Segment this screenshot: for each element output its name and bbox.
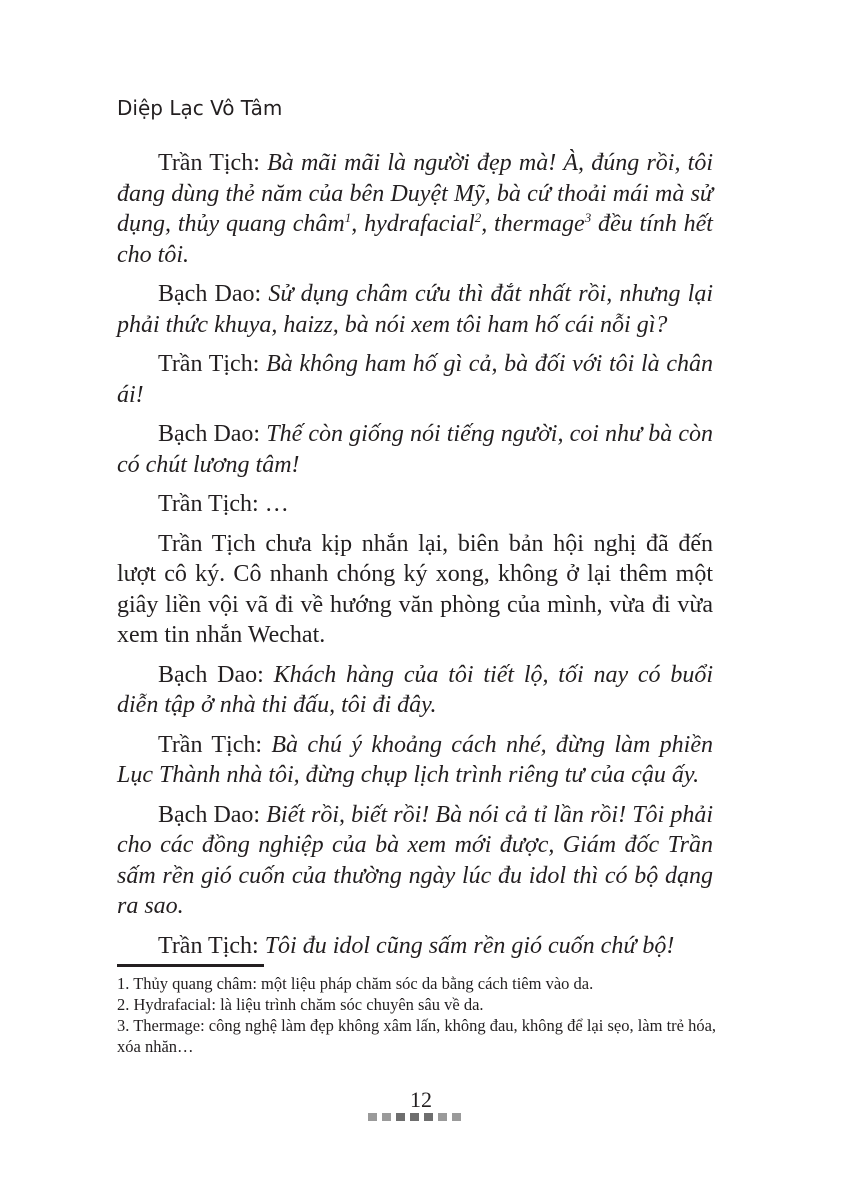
dialogue-paragraph bbox=[117, 931, 713, 962]
footnote: 3. Thermage: công nghệ làm đẹp không xâm lấn, không đau, không để lại sẹo, làm trẻ hóa, xóa nhăn… bbox=[117, 1016, 717, 1056]
dialogue-text: … bbox=[264, 491, 289, 517]
dialogue-paragraph bbox=[117, 148, 713, 270]
footnotes bbox=[117, 973, 717, 1057]
speaker-name: Bạch Dao: bbox=[158, 421, 261, 447]
dialogue-paragraph bbox=[117, 489, 713, 520]
page-number: 12 bbox=[410, 1087, 432, 1112]
ornament-square bbox=[368, 1113, 377, 1121]
ornament-square bbox=[410, 1113, 419, 1121]
ornament-square bbox=[382, 1113, 391, 1121]
speaker-name: Trần Tịch: bbox=[158, 932, 259, 959]
speaker-name: Trần Tịch: bbox=[158, 731, 263, 758]
speaker-name: Bạch Dao: bbox=[158, 801, 261, 828]
dialogue-text: Bà chú ý khoảng cách nhé, đừng làm phiền Lục Thành nhà tôi, đừng chụp lịch trình riêng tư của cậu ấy. bbox=[117, 731, 714, 788]
speaker-name: Trần Tịch: bbox=[158, 150, 260, 176]
dialogue-paragraph bbox=[117, 349, 713, 410]
running-header: Diệp Lạc Vô Tâm bbox=[117, 96, 283, 120]
ornament-square bbox=[424, 1113, 433, 1121]
footnote-ref: 2 bbox=[474, 210, 482, 225]
footnote: 2. Hydrafacial: là liệu trình chăm sóc chuyên sâu về da. bbox=[117, 995, 484, 1014]
speaker-name: Bạch Dao: bbox=[158, 661, 264, 688]
dialogue-paragraph bbox=[117, 279, 713, 340]
dialogue-text: Biết rồi, biết rồi! Bà nói cả tỉ lần rồi! Tôi phải cho các đồng nghiệp của bà xem mới được, Giám đốc Trần sấm rền gió cuốn của thường ngày lúc đu idol thì có bộ dạng ra sao. bbox=[117, 801, 714, 919]
speaker-name: Trần Tịch: bbox=[158, 351, 260, 377]
narration-paragraph: Trần Tịch chưa kịp nhắn lại, biên bản hội nghị đã đến lượt cô ký. Cô nhanh chóng ký xong, không ở lại thêm một giây liền vội vã đi về hướng văn phòng của mình, vừa đi vừa xem tin nhắn Wechat. bbox=[117, 530, 713, 648]
dialogue-text: Tôi đu idol cũng sấm rền gió cuốn chứ bộ! bbox=[264, 932, 675, 959]
dialogue-paragraph bbox=[117, 730, 713, 791]
page-ornament bbox=[368, 1113, 461, 1121]
dialogue-text: Bà không ham hố gì cả, bà đối với tôi là chân ái! bbox=[117, 351, 714, 408]
dialogue-paragraph bbox=[117, 660, 713, 721]
dialogue-paragraph bbox=[117, 800, 713, 922]
footnote-divider bbox=[117, 964, 264, 967]
footnote-ref: 3 bbox=[584, 210, 592, 225]
speaker-name: Trần Tịch: bbox=[158, 491, 259, 517]
ornament-square bbox=[452, 1113, 461, 1121]
dialogue-paragraph bbox=[117, 419, 713, 480]
footnote-ref: 1 bbox=[344, 210, 352, 225]
dialogue-text: Khách hàng của tôi tiết lộ, tối nay có buổi diễn tập ở nhà thi đấu, tôi đi đây. bbox=[117, 661, 714, 718]
speaker-name: Bạch Dao: bbox=[158, 281, 262, 307]
footnote: 1. Thủy quang châm: một liệu pháp chăm sóc da bằng cách tiêm vào da. bbox=[117, 974, 594, 993]
ornament-square bbox=[438, 1113, 447, 1121]
dialogue-text: Sử dụng châm cứu thì đắt nhất rồi, nhưng lại phải thức khuya, haizz, bà nói xem tôi ham hố cái nỗi gì? bbox=[117, 281, 714, 338]
body-text bbox=[117, 148, 713, 970]
dialogue-text: Bà mãi mãi là người đẹp mà! À, đúng rồi, tôi đang dùng thẻ năm của bên Duyệt Mỹ, bà cứ thoải mái mà sử dụng, thủy quang châm$^1$, hydrafacial$^2$, thermage$^3$ đều tính hết cho tôi. bbox=[117, 150, 713, 268]
ornament-square bbox=[396, 1113, 405, 1121]
dialogue-text: Thế còn giống nói tiếng người, coi như bà còn có chút lương tâm! bbox=[117, 421, 714, 478]
